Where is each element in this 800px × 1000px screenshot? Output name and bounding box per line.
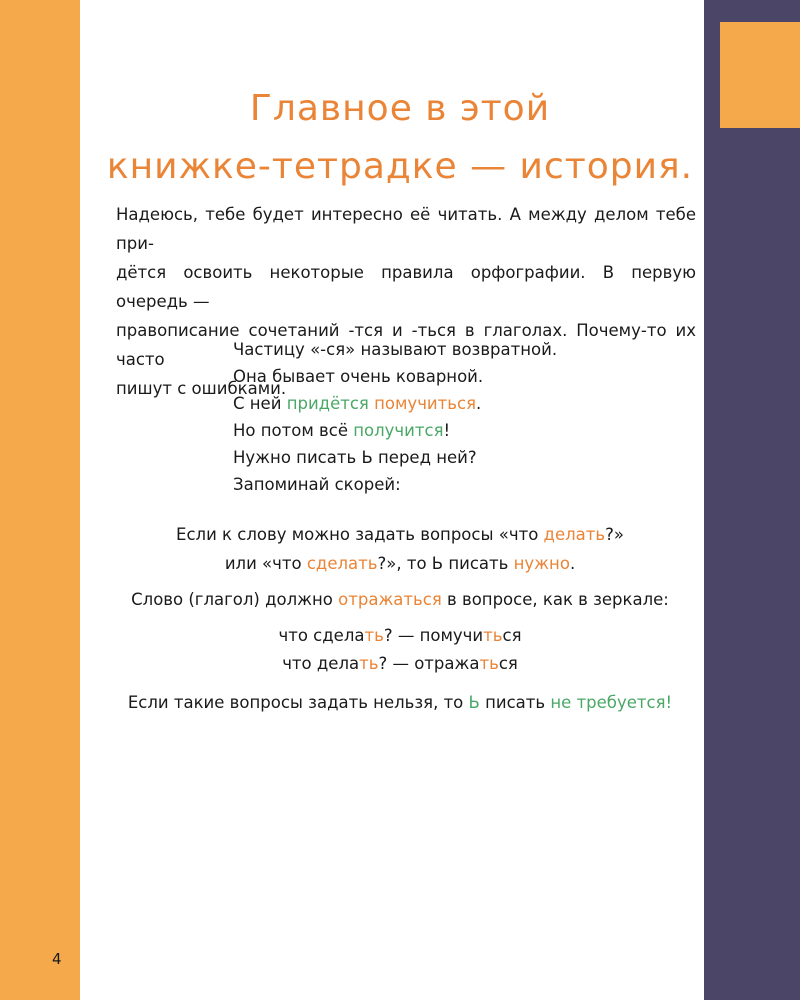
example-text: ? — помучи (383, 626, 484, 645)
example-text: ? — отража (378, 654, 480, 673)
left-orange-band (0, 0, 80, 1000)
example-text: ся (498, 654, 518, 673)
example-text: что дела (282, 654, 360, 673)
rule-1 (100, 520, 700, 578)
intro-line-3: правописание сочетаний -тся и -ться в глаголах. Почему-то их часто (116, 321, 696, 369)
intro-line-4: пишут с ошибками. (116, 379, 287, 398)
rule-1-line-1 (100, 520, 700, 549)
highlight-green: получится (353, 421, 444, 440)
rule-text: в вопросе, как в зеркале: (441, 590, 669, 609)
title-line-1: Главное в этой (249, 88, 551, 129)
highlight-orange: ть (359, 654, 379, 673)
example-text: ся (502, 626, 522, 645)
poem-text: ! (443, 421, 451, 440)
poem-line-6: Запоминай скорей: (233, 475, 401, 494)
intro-line-2: дётся освоить некоторые правила орфографии. В первую очередь — (116, 263, 696, 311)
rule-3-line (100, 688, 700, 717)
intro-line-1: Надеюсь, тебе будет интересно её читать. А между делом тебе при- (116, 205, 696, 253)
page-number: 4 (52, 950, 62, 968)
rule-text: Слово (глагол) должно (131, 590, 339, 609)
rule-text: Если к слову можно задать вопросы «что (176, 525, 544, 544)
highlight-orange: ть (483, 626, 503, 645)
rule-2 (100, 585, 700, 614)
rule-text: Если такие вопросы задать нельзя, то (127, 693, 469, 712)
poem (233, 336, 653, 498)
example-text: что сдела (278, 626, 365, 645)
example-2 (100, 650, 700, 678)
highlight-orange: отражаться (338, 590, 442, 609)
highlight-orange: нужно (513, 554, 570, 573)
examples (100, 622, 700, 678)
highlight-orange: сделать (306, 554, 378, 573)
highlight-orange: ть (479, 654, 499, 673)
page-title (100, 80, 700, 196)
poem-text: Но потом всё (233, 421, 354, 440)
title-line-2: книжке-тетрадке — история. (106, 146, 694, 187)
highlight-orange: делать (543, 525, 606, 544)
rule-text: ?» (605, 525, 624, 544)
highlight-green: не требуется! (550, 693, 673, 712)
rule-1-line-2 (100, 549, 700, 578)
poem-text: . (476, 394, 482, 413)
poem-line-4 (233, 417, 653, 444)
poem-line-1: Частицу «-ся» называют возвратной. (233, 340, 558, 359)
poem-line-3 (233, 390, 653, 417)
highlight-orange: ть (364, 626, 384, 645)
poem-line-5: Нужно писать Ь перед ней? (233, 448, 477, 467)
right-purple-band (704, 0, 800, 1000)
poem-line-2: Она бывает очень коварной. (233, 367, 484, 386)
rule-text: писать (479, 693, 551, 712)
highlight-green: Ь (468, 693, 480, 712)
poem-text: С ней (233, 394, 287, 413)
rule-text: или «что (224, 554, 307, 573)
highlight-orange: помучиться (374, 394, 476, 413)
rule-text: ?», то Ь писать (377, 554, 514, 573)
right-orange-tab (720, 22, 800, 128)
rule-2-line (100, 585, 700, 614)
rule-3 (100, 688, 700, 717)
highlight-green: придётся (286, 394, 369, 413)
rule-text: . (569, 554, 576, 573)
example-1 (100, 622, 700, 650)
